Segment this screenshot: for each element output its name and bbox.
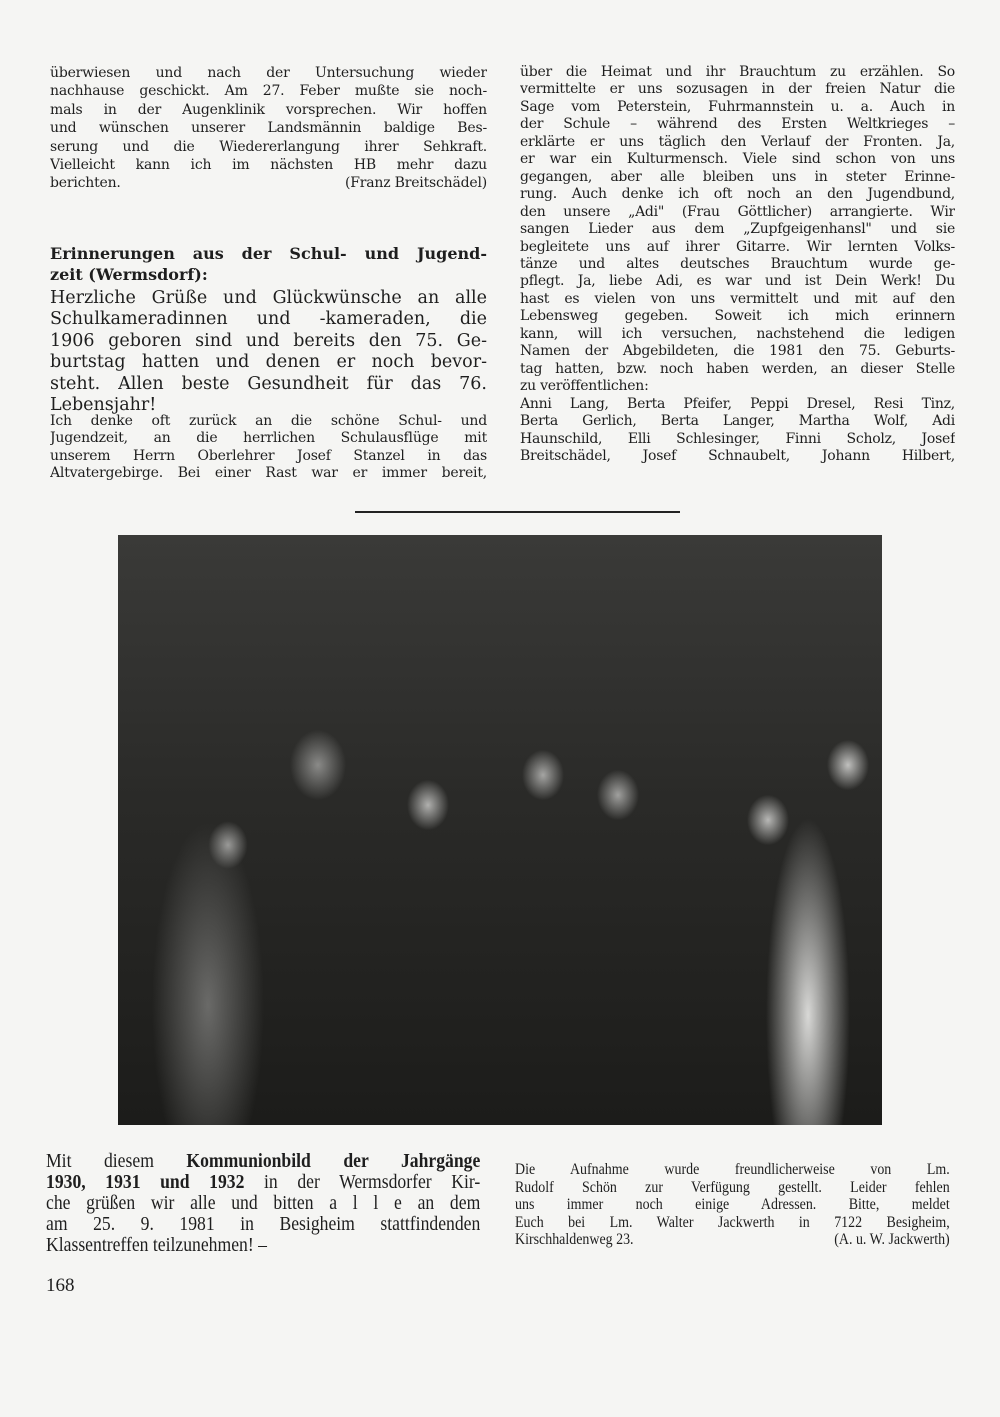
caption-bold: Kommunionbild der Jahrgänge [186,1151,481,1172]
intro-paragraph [50,64,487,174]
caption-line: am 25. 9. 1981 in Besigheim stattfindenden [46,1214,481,1235]
text-line: Lebensjahr! [50,395,157,416]
text-line: Anni Lang, Berta Pfeifer, Peppi Dresel, Resi Tinz, [520,396,955,412]
text-line: gegangen, aber alle bleiben uns in steter Erinne- [520,168,955,185]
text-line: hast es vielen von uns vermittelt und mit auf den [520,290,955,307]
communion-group-photo [118,535,882,1125]
text-line: Breitschädel, Josef Schnaubelt, Johann Hilbert, [520,448,955,465]
text-line: und wünschen unserer Landsmännin baldige Bes- [50,120,487,137]
intro-last-line: berichten. [50,175,121,191]
text-line: überwiesen und nach der Untersuchung wieder [50,65,487,81]
greeting-paragraph [50,288,487,416]
text-line: zeit (Wermsdorf): [50,265,208,284]
text-line: erklärte er uns täglich den Verlauf der Fronten. Ja, [520,133,955,150]
text-line: nachhause geschickt. Am 27. Feber mußte sie noch- [50,83,487,100]
text-line: Lebensweg gegeben. Soweit ich mich erinnern [520,308,955,325]
text-line: Euch bei Lm. Walter Jackwerth in 7122 Besigheim, [515,1213,950,1231]
signature: (Franz Breitschädel) [344,175,487,191]
caption-text: Mit diesem [46,1151,187,1172]
text-line: Die Aufnahme wurde freundlicherweise von Lm. [515,1161,950,1178]
text-line: Schulkameradinnen und -kameraden, die [50,309,487,330]
text-line: Altvatergebirge. Bei einer Rast war er immer bereit, [50,465,487,482]
text-line: Ich denke oft zurück an die schöne Schul- und [50,413,487,429]
caption-right-lines [515,1161,950,1231]
text-line: Namen der Abgebildeten, die 1981 den 75. Geburts- [520,343,955,360]
text-line: Rudolf Schön zur Verfügung gestellt. Leider fehlen [515,1178,950,1196]
text-line: pflegt. Ja, liebe Adi, es war und ist Dein Werk! Du [520,273,955,290]
caption-line: Klassentreffen teilzunehmen! – [46,1235,267,1256]
caption-line: che grüßen wir alle und bitten a l l e an dem [46,1193,481,1214]
section-heading [50,243,487,285]
caption-bold: 1930, 1931 und 1932 [46,1172,245,1193]
text-line: uns immer noch einige Adressen. Bitte, meldet [515,1196,950,1213]
caption-signature: (A. u. W. Jackwerth) [834,1231,950,1248]
intro-closing [50,174,487,192]
text-line: Haunschild, Elli Schlesinger, Finni Scholz, Josef [520,430,955,447]
text-line: den unsere „Adi" (Frau Göttlicher) arrangierte. Wir [520,203,955,220]
text-line: Erinnerungen aus der Schul- und Jugend- [50,244,487,263]
caption-text: in der Wermsdorfer Kir- [244,1172,481,1193]
text-line: Berta Gerlich, Berta Langer, Martha Wolf, Adi [520,413,955,430]
text-line: er war ein Kulturmensch. Viele sind schon von uns [520,151,955,168]
text-line: mals in der Augenklinik vorsprechen. Wir hoffen [50,101,487,118]
text-line: kann, will ich versuchen, nachstehend die ledigen [520,325,955,342]
text-line: Vielleicht kann ich im nächsten HB mehr dazu [50,157,487,174]
text-line: unserem Herrn Oberlehrer Josef Stanzel in das [50,447,487,464]
text-line: rung. Auch denke ich oft noch an den Jugendbund, [520,186,955,203]
text-line: Herzliche Grüße und Glückwünsche an alle [50,288,487,308]
photo-caption-left [46,1151,480,1256]
text-line: der Schule – während des Ersten Weltkrieges – [520,116,955,133]
text-line: steht. Allen beste Gesundheit für das 76. [50,373,487,394]
text-line: Sage vom Peterstein, Fuhrmannstein u. a. Auch in [520,98,955,115]
photo-caption-right [515,1161,950,1249]
caption-last-line: Kirschhaldenweg 23. [515,1231,634,1248]
text-line: 1906 geboren sind und bereits den 75. Ge- [50,330,487,351]
text-line: tag hatten, bzw. noch haben werden, an dieser Stelle [520,360,955,377]
separator-rule [355,511,680,513]
names-list [520,396,955,466]
body-paragraph [50,413,487,483]
right-paragraph [520,64,955,396]
text-line: burtstag hatten und denen er noch bevor- [50,352,487,373]
text-line: Jugendzeit, an die herrlichen Schulausflüge mit [50,430,487,447]
text-line: tänze und altes deutsches Brauchtum wurde ge- [520,255,955,272]
text-line: begleitete uns auf ihrer Gitarre. Wir lernten Volks- [520,238,955,255]
text-line: sangen Lieder aus dem „Zupfgeigenhansl" und sie [520,221,955,238]
text-line: über die Heimat und ihr Brauchtum zu erzählen. So [520,64,955,80]
text-line: vermittelte er uns sozusagen in der freien Natur die [520,81,955,98]
page-number: 168 [46,1275,75,1296]
text-line: zu veröffentlichen: [520,378,649,395]
text-line: serung und die Wiedererlangung ihrer Sehkraft. [50,138,487,155]
